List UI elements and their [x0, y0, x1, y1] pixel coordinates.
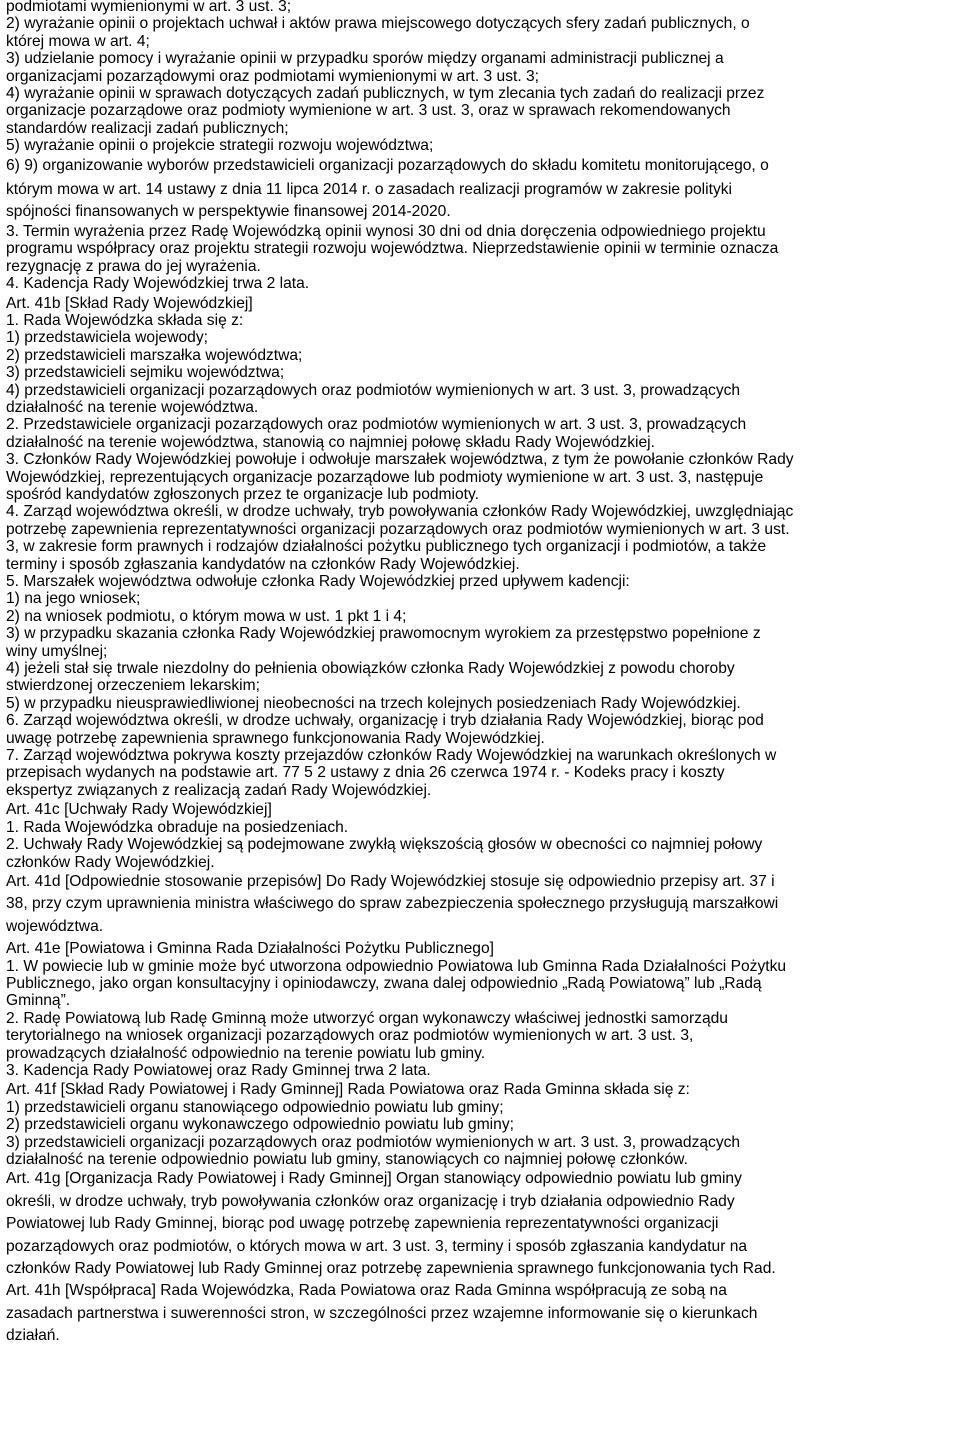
text-line: 4) wyrażanie opinii w sprawach dotyczących zadań publicznych, w tym zlecania tych zadań do realizacji przez	[6, 85, 765, 103]
text-line: uwagę potrzebę zapewnienia sprawnego funkcjonowania Rady Wojewódzkiej.	[6, 729, 545, 747]
text-line: 1. Rada Wojewódzka składa się z:	[6, 311, 244, 329]
text-line: 5. Marszałek województwa odwołuje członka Rady Wojewódzkiej przed upływem kadencji:	[6, 573, 630, 590]
text-line: 6. Zarząd województwa określi, w drodze uchwały, organizację i tryb działania Rady Wojewódzkiej, biorąc pod	[6, 712, 764, 730]
text-line: organizacje pozarządowe oraz podmioty wymienione w art. 3 ust. 3, oraz w sprawach rekomendowanych	[6, 102, 731, 120]
text-line: prowadzących działalność odpowiednio na terenie powiatu lub gminy.	[6, 1044, 486, 1062]
text-line: działań.	[6, 1327, 60, 1345]
article-heading: Art. 41e [Powiatowa i Gminna Rada Działalności Pożytku Publicznego]	[6, 940, 494, 958]
text-line: Powiatowej lub Rady Gminnej, biorąc pod uwagę potrzebę zapewnienia reprezentatywności organizacji	[6, 1215, 719, 1233]
article-heading: Art. 41f [Skład Rady Powiatowej i Rady Gminnej] Rada Powiatowa oraz Rada Gminna składa się z:	[6, 1081, 690, 1099]
text-line: działalność na terenie województwa.	[6, 398, 259, 416]
article-heading: Art. 41b [Skład Rady Wojewódzkiej]	[6, 294, 253, 312]
text-line: 2) wyrażanie opinii o projektach uchwał i aktów prawa miejscowego dotyczących sfery zadań publicznych, o	[6, 15, 750, 33]
article-heading: Art. 41g [Organizacja Rady Powiatowej i Rady Gminnej] Organ stanowiący odpowiednio powiatu lub gminy	[6, 1170, 742, 1188]
text-line: 5) w przypadku nieusprawiedliwionej nieobecności na trzech kolejnych posiedzeniach Rady Wojewódzkiej.	[6, 694, 741, 712]
text-line: 3) udzielanie pomocy i wyrażanie opinii w przypadku sporów między organami administracji publicznej a	[6, 50, 724, 68]
text-line: 2. Radę Powiatową lub Radę Gminną może utworzyć organ wykonawczy właściwej jednostki samorządu	[6, 1009, 728, 1027]
text-line: 4. Zarząd województwa określi, w drodze uchwały, tryb powoływania członków Rady Wojewódzkiej, uwzględniając	[6, 503, 794, 521]
text-line: spośród kandydatów zgłoszonych przez te organizacje lub podmioty.	[6, 485, 479, 503]
text-line: terminy i sposób zgłaszania kandydatów na członków Rady Wojewódzkiej.	[6, 555, 520, 573]
text-line: spójności finansowanych w perspektywie finansowej 2014-2020.	[6, 203, 451, 221]
text-line: członków Rady Wojewódzkiej.	[6, 853, 215, 871]
text-line: Publicznego, jako organ konsultacyjny i opiniodawczy, zwana dalej odpowiednio „Radą Powiatową” lub „Radą	[6, 974, 762, 992]
article-heading: Art. 41h [Współpraca] Rada Wojewódzka, Rada Powiatowa oraz Rada Gminna współpracują ze sobą na	[6, 1282, 727, 1300]
text-line: Wojewódzkiej, reprezentujących organizacje pozarządowe lub podmioty wymienione w art. 3 ust. 3, następuje	[6, 468, 764, 486]
text-line: określi, w drodze uchwały, tryb powoływania członków oraz organizację i tryb działania odpowiednio Rady	[6, 1192, 735, 1210]
text-line: 2) na wniosek podmiotu, o którym mowa w ust. 1 pkt 1 i 4;	[6, 607, 407, 625]
text-line: standardów realizacji zadań publicznych;	[6, 119, 289, 137]
text-line: Gminną”.	[6, 992, 71, 1010]
text-line: działalność na terenie odpowiednio powiatu lub gminy, stanowiących co najmniej połowę członków.	[6, 1151, 688, 1168]
text-line: 4) przedstawicieli organizacji pozarządowych oraz podmiotów wymienionych w art. 3 ust. 3, prowadzących	[6, 381, 741, 399]
text-line: którym mowa w art. 14 ustawy z dnia 11 lipca 2014 r. o zasadach realizacji programów w zakresie polityki	[6, 181, 732, 199]
text-line: 38, przy czym uprawnienia ministra właściwego do spraw zabezpieczenia społecznego przysługują marszałkowi	[6, 895, 779, 913]
text-line: 7. Zarząd województwa pokrywa koszty przejazdów członków Rady Wojewódzkiej na warunkach określonych w	[6, 747, 777, 765]
text-line: 4. Kadencja Rady Wojewódzkiej trwa 2 lata.	[6, 275, 310, 293]
text-line: 3. Członków Rady Wojewódzkiej powołuje i odwołuje marszałek województwa, z tym że powołanie członków Rady	[6, 451, 794, 469]
text-line: województwa.	[6, 917, 104, 935]
text-line: podmiotami wymienionymi w art. 3 ust. 3;	[6, 0, 292, 15]
text-line: której mowa w art. 4;	[6, 32, 150, 50]
text-line: 2. Uchwały Rady Wojewódzkiej są podejmowane zwykłą większością głosów w obecności co najmniej połowy	[6, 836, 763, 854]
text-line: winy umyślnej;	[6, 642, 108, 660]
text-line: 3, w zakresie form prawnych i rodzajów działalności pożytku publicznego tych organizacji i podmiotów, a także	[6, 538, 767, 556]
text-line: członków Rady Powiatowej lub Rady Gminnej oraz potrzebę zapewnienia sprawnego funkcjonowania tych Rad.	[6, 1260, 776, 1278]
text-line: 1. W powiecie lub w gminie może być utworzona odpowiednio Powiatowa lub Gminna Rada Działalności Pożytku	[6, 957, 787, 975]
document-page	[6, 0, 956, 1345]
text-line: 3) przedstawicieli organizacji pozarządowych oraz podmiotów wymienionych w art. 3 ust. 3, prowadzących	[6, 1133, 741, 1151]
text-line: 1) na jego wniosek;	[6, 590, 141, 608]
text-line: terytorialnego na wniosek organizacji pozarządowych oraz podmiotów wymienionych w art. 3 ust. 3,	[6, 1027, 694, 1045]
text-line: organizacjami pozarządowymi oraz podmiotami wymienionymi w art. 3 ust. 3;	[6, 67, 539, 85]
article-heading: Art. 41c [Uchwały Rady Wojewódzkiej]	[6, 801, 272, 819]
text-line: potrzebę zapewnienia reprezentatywności organizacji pozarządowych oraz podmiotów wymienionych w art. 3 ust.	[6, 520, 790, 538]
text-line: 1) przedstawicieli organu stanowiącego odpowiednio powiatu lub gminy;	[6, 1098, 504, 1116]
text-line: 2. Przedstawiciele organizacji pozarządowych oraz podmiotów wymienionych w art. 3 ust. 3, prowadzących	[6, 416, 747, 434]
article-heading: Art. 41d [Odpowiednie stosowanie przepisów] Do Rady Wojewódzkiej stosuje się odpowiednio przepisy art. 37 i	[6, 872, 775, 890]
text-line: 5) wyrażanie opinii o projekcie strategii rozwoju województwa;	[6, 137, 434, 155]
text-line: stwierdzonej orzeczeniem lekarskim;	[6, 677, 260, 695]
text-line: ekspertyz związanych z realizacją zadań Rady Wojewódzkiej.	[6, 781, 432, 799]
text-line: pozarządowych oraz podmiotów, o których mowa w art. 3 ust. 3, terminy i sposób zgłaszania kandydatur na	[6, 1237, 748, 1255]
text-line: 3) przedstawicieli sejmiku województwa;	[6, 364, 285, 382]
text-line: 3. Termin wyrażenia przez Radę Wojewódzką opinii wynosi 30 dni od dnia doręczenia odpowiedniego projektu	[6, 222, 766, 240]
text-line: 6) 9) organizowanie wyborów przedstawicieli organizacji pozarządowych do składu komitetu monitorującego, o	[6, 156, 769, 174]
text-line: rezygnację z prawa do jej wyrażenia.	[6, 257, 261, 275]
text-line: 4) jeżeli stał się trwale niezdolny do pełnienia obowiązków członka Rady Wojewódzkiej z powodu choroby	[6, 660, 735, 678]
text-line: zasadach partnerstwa i suwerenności stron, w szczególności przez wzajemne informowanie się o kierunkach	[6, 1304, 758, 1322]
text-line: 1. Rada Wojewódzka obraduje na posiedzeniach.	[6, 818, 349, 836]
text-line: 3) w przypadku skazania członka Rady Wojewódzkiej prawomocnym wyrokiem za przestępstwo popełnione z	[6, 625, 761, 643]
text-line: 2) przedstawicieli organu wykonawczego odpowiednio powiatu lub gminy;	[6, 1116, 514, 1134]
text-line: 3. Kadencja Rady Powiatowej oraz Rady Gminnej trwa 2 lata.	[6, 1061, 431, 1079]
text-line: programu współpracy oraz projektu strategii rozwoju województwa. Nieprzedstawienie opinii w terminie oznacza	[6, 240, 779, 258]
text-line: 2) przedstawicieli marszałka województwa;	[6, 346, 303, 364]
text-line: 1) przedstawiciela wojewody;	[6, 329, 208, 347]
text-line: przepisach wydanych na podstawie art. 77 5 2 ustawy z dnia 26 czerwca 1974 r. - Kodeks pracy i koszty	[6, 764, 725, 782]
text-line: działalność na terenie województwa, stanowią co najmniej połowę składu Rady Wojewódzkiej.	[6, 433, 655, 451]
